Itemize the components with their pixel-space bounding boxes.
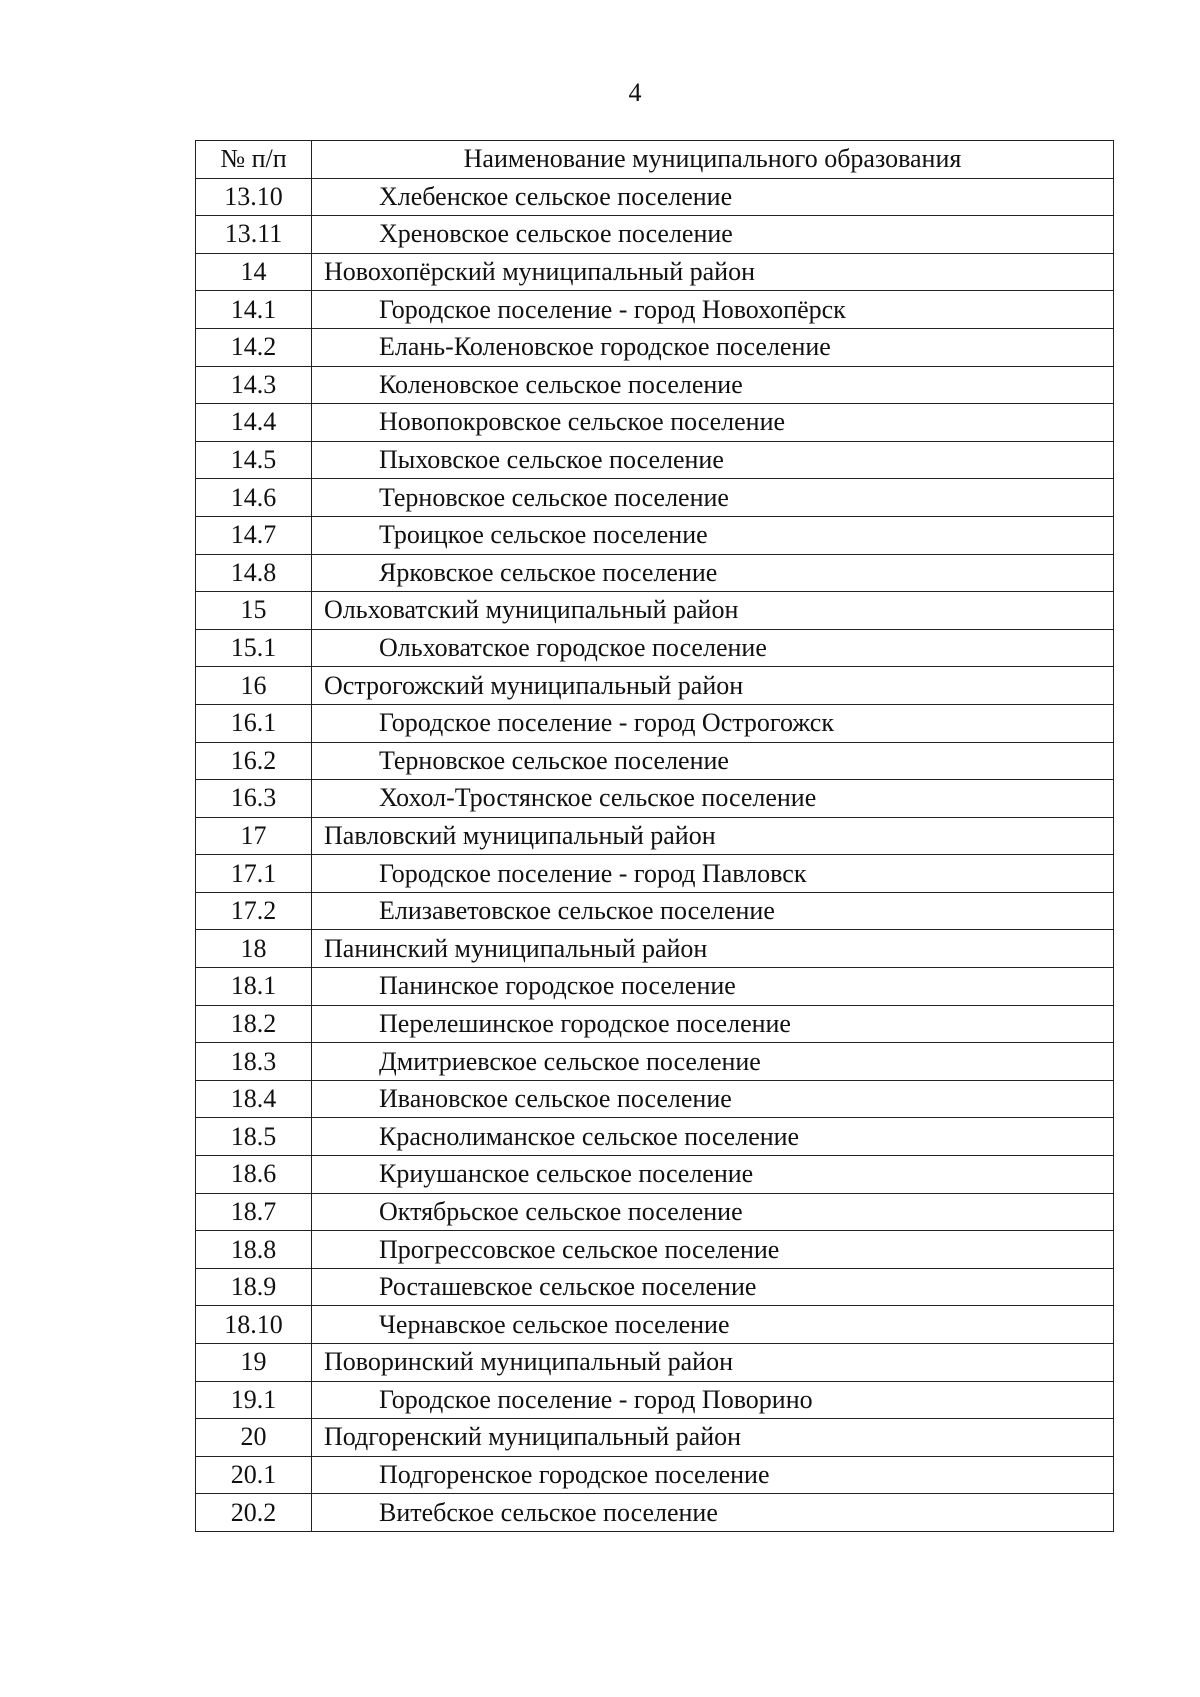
row-number: 14.3 (196, 366, 312, 404)
row-number: 20.2 (196, 1494, 312, 1532)
table-row (196, 1080, 1114, 1118)
table-row (196, 817, 1114, 855)
settlement-name: Дмитриевское сельское поселение (312, 1043, 1114, 1081)
settlement-name: Коленовское сельское поселение (312, 366, 1114, 404)
row-number: 16.1 (196, 704, 312, 742)
table-row (196, 1118, 1114, 1156)
settlement-name: Городское поселение - город Поворино (312, 1381, 1114, 1419)
settlement-name: Городское поселение - город Острогожск (312, 704, 1114, 742)
row-number: 18.7 (196, 1193, 312, 1231)
table-row (196, 704, 1114, 742)
settlement-name: Подгоренское городское поселение (312, 1456, 1114, 1494)
row-number: 19.1 (196, 1381, 312, 1419)
row-number: 16 (196, 667, 312, 705)
row-number: 16.2 (196, 742, 312, 780)
settlement-name: Чернавское сельское поселение (312, 1306, 1114, 1344)
settlement-name: Витебское сельское поселение (312, 1494, 1114, 1532)
settlement-name: Криушанское сельское поселение (312, 1156, 1114, 1194)
table-row (196, 441, 1114, 479)
table-row (196, 930, 1114, 968)
row-number: 18.5 (196, 1118, 312, 1156)
header-number: № п/п (196, 141, 312, 179)
row-number: 20.1 (196, 1456, 312, 1494)
header-name: Наименование муниципального образования (312, 141, 1114, 179)
settlement-name: Троицкое сельское поселение (312, 516, 1114, 554)
settlement-name: Краснолиманское сельское поселение (312, 1118, 1114, 1156)
table-row (196, 1306, 1114, 1344)
settlement-name: Хреновское сельское поселение (312, 216, 1114, 254)
row-number: 14.1 (196, 291, 312, 329)
district-name: Павловский муниципальный район (312, 817, 1114, 855)
settlement-name: Терновское сельское поселение (312, 479, 1114, 517)
settlement-name: Прогрессовское сельское поселение (312, 1231, 1114, 1269)
row-number: 18 (196, 930, 312, 968)
table-row (196, 366, 1114, 404)
district-name: Панинский муниципальный район (312, 930, 1114, 968)
table-row (196, 178, 1114, 216)
district-name: Подгоренский муниципальный район (312, 1419, 1114, 1457)
table-row (196, 667, 1114, 705)
row-number: 16.3 (196, 780, 312, 818)
settlement-name: Октябрьское сельское поселение (312, 1193, 1114, 1231)
table-row (196, 479, 1114, 517)
table-row (196, 1231, 1114, 1269)
table-row (196, 404, 1114, 442)
row-number: 14.6 (196, 479, 312, 517)
row-number: 17 (196, 817, 312, 855)
row-number: 18.8 (196, 1231, 312, 1269)
table-row (196, 291, 1114, 329)
settlement-name: Панинское городское поселение (312, 968, 1114, 1006)
row-number: 17.2 (196, 892, 312, 930)
row-number: 20 (196, 1419, 312, 1457)
settlement-name: Городское поселение - город Павловск (312, 855, 1114, 893)
row-number: 14.8 (196, 554, 312, 592)
table-row (196, 742, 1114, 780)
settlement-name: Росташевское сельское поселение (312, 1268, 1114, 1306)
table-row (196, 1494, 1114, 1532)
settlement-name: Хохол-Тростянское сельское поселение (312, 780, 1114, 818)
row-number: 14.4 (196, 404, 312, 442)
row-number: 18.9 (196, 1268, 312, 1306)
settlement-name: Новопокровское сельское поселение (312, 404, 1114, 442)
row-number: 18.3 (196, 1043, 312, 1081)
table-body (196, 178, 1114, 1531)
table-row (196, 1381, 1114, 1419)
row-number: 14.7 (196, 516, 312, 554)
row-number: 15 (196, 592, 312, 630)
table-row (196, 1005, 1114, 1043)
table-row (196, 1156, 1114, 1194)
settlement-name: Елизаветовское сельское поселение (312, 892, 1114, 930)
table-row (196, 253, 1114, 291)
table-row (196, 855, 1114, 893)
table-row (196, 328, 1114, 366)
table-row (196, 592, 1114, 630)
district-name: Новохопёрский муниципальный район (312, 253, 1114, 291)
district-name: Острогожский муниципальный район (312, 667, 1114, 705)
row-number: 18.6 (196, 1156, 312, 1194)
page-number: 4 (628, 78, 642, 107)
row-number: 19 (196, 1344, 312, 1382)
table-row (196, 780, 1114, 818)
table-row (196, 1043, 1114, 1081)
district-name: Поворинский муниципальный район (312, 1344, 1114, 1382)
table-row (196, 968, 1114, 1006)
table-row (196, 1344, 1114, 1382)
settlement-name: Городское поселение - город Новохопёрск (312, 291, 1114, 329)
settlement-name: Терновское сельское поселение (312, 742, 1114, 780)
table-row (196, 1268, 1114, 1306)
table-row (196, 554, 1114, 592)
district-name: Ольховатский муниципальный район (312, 592, 1114, 630)
row-number: 18.10 (196, 1306, 312, 1344)
settlement-name: Ольховатское городское поселение (312, 629, 1114, 667)
table-row (196, 1193, 1114, 1231)
table-row (196, 216, 1114, 254)
settlement-name: Ярковское сельское поселение (312, 554, 1114, 592)
row-number: 13.10 (196, 178, 312, 216)
table-header (196, 141, 1114, 179)
row-number: 18.2 (196, 1005, 312, 1043)
settlement-name: Пыховское сельское поселение (312, 441, 1114, 479)
settlement-name: Ивановское сельское поселение (312, 1080, 1114, 1118)
municipalities-table (195, 140, 1114, 1532)
settlement-name: Перелешинское городское поселение (312, 1005, 1114, 1043)
row-number: 18.1 (196, 968, 312, 1006)
table-row (196, 629, 1114, 667)
row-number: 14.5 (196, 441, 312, 479)
table-row (196, 1419, 1114, 1457)
table-row (196, 892, 1114, 930)
row-number: 18.4 (196, 1080, 312, 1118)
table-row (196, 516, 1114, 554)
row-number: 17.1 (196, 855, 312, 893)
settlement-name: Хлебенское сельское поселение (312, 178, 1114, 216)
row-number: 14.2 (196, 328, 312, 366)
table-row (196, 1456, 1114, 1494)
row-number: 15.1 (196, 629, 312, 667)
table-header-row (196, 141, 1114, 179)
row-number: 14 (196, 253, 312, 291)
settlement-name: Елань-Коленовское городское поселение (312, 328, 1114, 366)
row-number: 13.11 (196, 216, 312, 254)
